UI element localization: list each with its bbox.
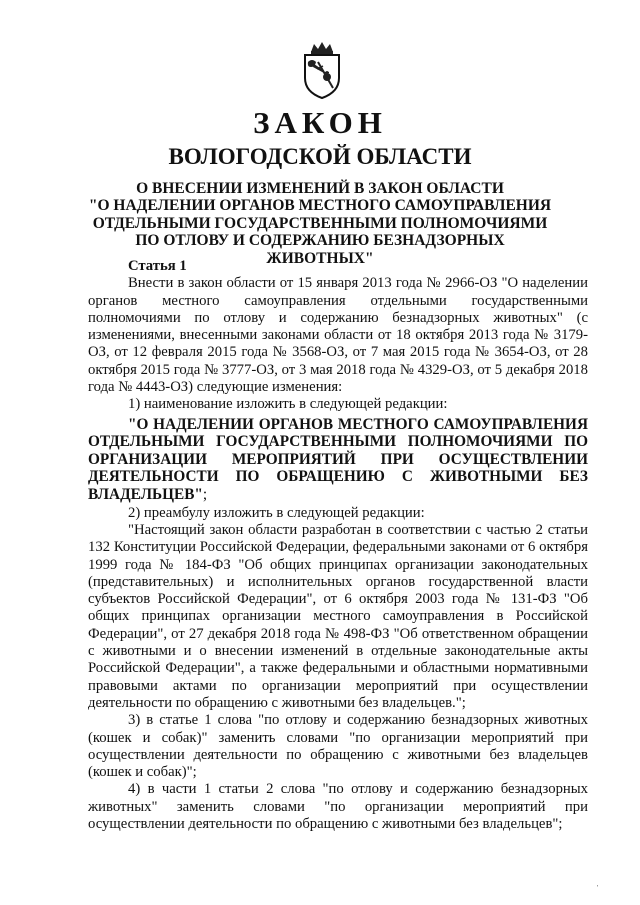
- coat-of-arms-icon: [297, 40, 347, 100]
- subtitle-line: ОТДЕЛЬНЫМИ ГОСУДАРСТВЕННЫМИ ПОЛНОМОЧИЯМИ: [92, 214, 548, 232]
- region-title: ВОЛОГОДСКОЙ ОБЛАСТИ: [168, 144, 472, 169]
- item-3: 3) в статье 1 слова "по отлову и содержанию безнадзорных животных (кошек и собак)" заменить словами "по организации мероприятий при осуществлении деятельности по обращению с животными без владельцев (кошек и собак)";: [88, 712, 588, 781]
- item-1: 1) наименование изложить в следующей редакции:: [128, 396, 448, 413]
- item-4: 4) в части 1 статьи 2 слова "по отлову и содержанию безнадзорных животных" заменить словами "по организации мероприятий при осуществлении деятельности по обращению с животными без владельцев";: [88, 781, 588, 832]
- item-2: 2) преамбулу изложить в следующей редакции:: [128, 504, 425, 521]
- preamble-paragraph: "Настоящий закон области разработан в соответствии с частью 2 статьи 132 Конституции Российской Федерации, федеральными законами от 6 октября 1999 года № 184-ФЗ "Об общих принципах организации законодательных (представительных) и исполнительных органов государственной власти субъектов Российской Федерации", от 6 октября 2003 года № 131-ФЗ "Об общих принципах организации местного самоуправления в Российской Федерации", от 27 декабря 2018 года № 498-ФЗ "Об ответственном обращении с животными и о внесении изменений в отдельные законодательные акты Российской Федерации", а также федеральными и областными нормативными правовыми актами по организации мероприятий при осуществлении деятельности по обращению с животными без владельцев.";: [88, 521, 588, 711]
- law-subtitle: [80, 180, 560, 267]
- new-title-text: "О НАДЕЛЕНИИ ОРГАНОВ МЕСТНОГО САМОУПРАВЛЕНИЯ ОТДЕЛЬНЫМИ ГОСУДАРСТВЕННЫМИ ПОЛНОМОЧИЯМИ ПО ОРГАНИЗАЦИИ МЕРОПРИЯТИЙ ПРИ ОСУЩЕСТВЛЕНИИ ДЕЯТЕЛЬНОСТИ ПО ОБРАЩЕНИЮ С ЖИВОТНЫМИ БЕЗ ВЛАДЕЛЬЦЕВ": [88, 415, 588, 504]
- subtitle-line: О ВНЕСЕНИИ ИЗМЕНЕНИЙ В ЗАКОН ОБЛАСТИ: [136, 180, 504, 197]
- new-title-tail: ;: [202, 486, 208, 504]
- new-title-block: [88, 416, 588, 504]
- law-body: [88, 258, 588, 833]
- footer-mark: ': [597, 884, 599, 892]
- article-heading: Статья 1: [128, 258, 187, 274]
- subtitle-line: "О НАДЕЛЕНИИ ОРГАНОВ МЕСТНОГО САМОУПРАВЛЕНИЯ: [88, 197, 552, 215]
- law-title: ЗАКОН: [253, 105, 387, 140]
- subtitle-line: ПО ОТЛОВУ И СОДЕРЖАНИЮ БЕЗНАДЗОРНЫХ ЖИВОТНЫХ": [135, 232, 505, 267]
- intro-paragraph: Внести в закон области от 15 января 2013 года № 2966-ОЗ "О наделении органов местного самоуправления отдельными государственными полномочиями по отлову и содержанию безнадзорных животных" (с изменениями, внесенными законами области от 18 октября 2013 года № 3179-ОЗ, от 12 февраля 2015 года № 3568-ОЗ, от 7 мая 2015 года № 3654-ОЗ, от 28 октября 2015 года № 3777-ОЗ, от 3 мая 2018 года № 4329-ОЗ, от 5 декабря 2018 года № 4443-ОЗ) следующие изменения:: [88, 275, 588, 396]
